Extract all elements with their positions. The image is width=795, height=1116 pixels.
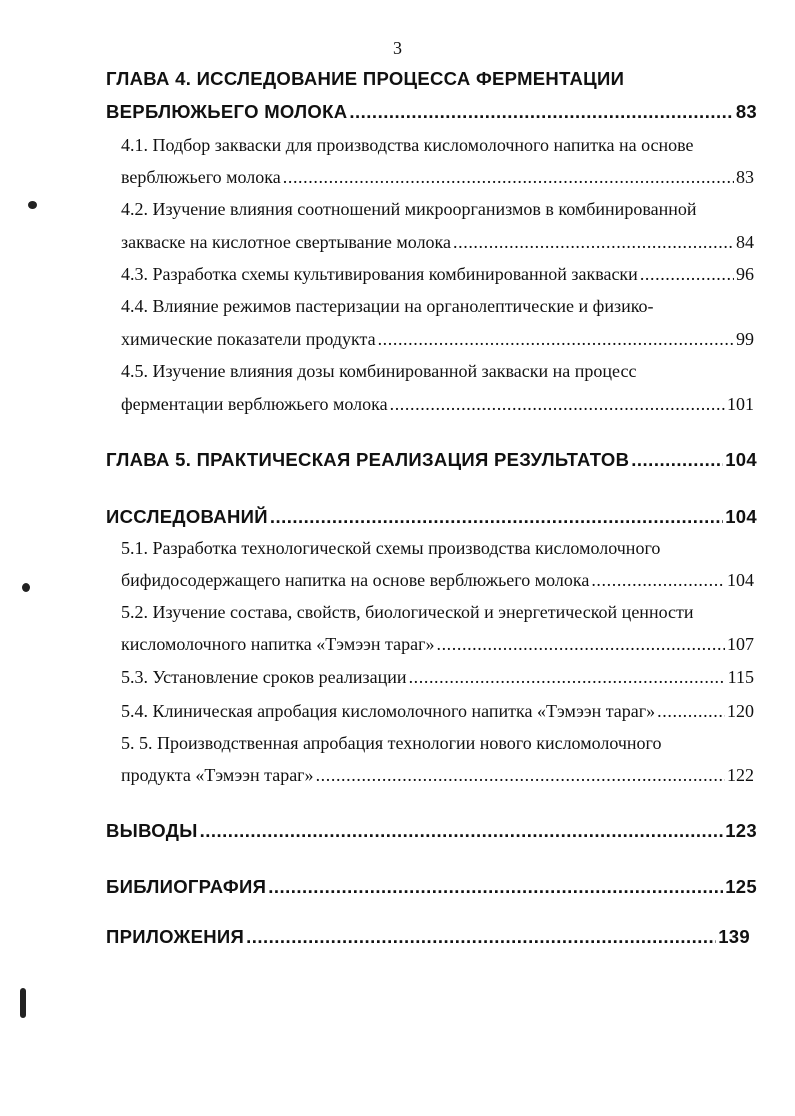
toc-entry-5-5: продукта «Тэмээн тараг» ..... 122 — [121, 765, 754, 786]
leader-dots — [378, 329, 734, 350]
leader-dots — [349, 101, 733, 123]
toc-entry-5-3: 5.3. Установление сроков реализации ..... 115 — [121, 667, 754, 688]
leader-dots — [591, 570, 725, 591]
toc-entry-4-2: закваске на кислотное свертывание молока ..... 84 — [121, 232, 754, 253]
toc-entry-4-3: 4.3. Разработка схемы культивирования комбинированной закваски ..... 96 — [121, 264, 754, 285]
page-ref: 84 — [736, 232, 754, 252]
page-ref: 104 — [725, 449, 757, 470]
leader-dots — [283, 167, 734, 188]
leader-dots — [657, 701, 725, 722]
page-ref: 139 — [718, 926, 750, 947]
chapter4-title-line1: ГЛАВА 4. ИССЛЕДОВАНИЕ ПРОЦЕССА ФЕРМЕНТАЦИИ — [106, 68, 625, 89]
page-ref: 120 — [727, 701, 754, 721]
toc-entry-conclusions — [106, 820, 757, 842]
bibliography-title: БИБЛИОГРАФИЯ — [106, 876, 267, 897]
toc-entry-4-1: верблюжьего молока ..... 83 — [121, 167, 754, 188]
toc-entry-4-4: химические показатели продукта ..... 99 — [121, 329, 754, 350]
page-number: 3 — [393, 38, 402, 58]
toc-entry-chapter5 — [106, 506, 757, 528]
page-ref: 104 — [727, 570, 754, 590]
toc-entry-4-5: ферментации верблюжьего молока ..... 101 — [121, 394, 754, 415]
leader-dots — [631, 449, 723, 471]
toc-entry-bibliography — [106, 876, 757, 898]
toc-entry-5-1-line1: 5.1. Разработка технологической схемы производства кисломолочного — [121, 538, 661, 558]
leader-dots — [390, 394, 725, 415]
appendices-title: ПРИЛОЖЕНИЯ — [106, 926, 245, 947]
page-ref: 96 — [736, 264, 754, 284]
chapter4-title-line2: ВЕРБЛЮЖЬЕГО МОЛОКА — [106, 101, 348, 122]
toc-entry-4-2-line1: 4.2. Изучение влияния соотношений микроорганизмов в комбинированной — [121, 199, 697, 219]
toc-entry-5-2-line1: 5.2. Изучение состава, свойств, биологической и энергетической ценности — [121, 602, 694, 622]
leader-dots — [409, 667, 726, 688]
scan-mark — [20, 988, 26, 1018]
toc-entry-chapter5-line1 — [106, 449, 757, 471]
toc-entry-appendices — [106, 926, 750, 948]
page-ref: 107 — [727, 634, 754, 654]
leader-dots — [453, 232, 734, 253]
leader-dots — [246, 926, 716, 948]
page-ref: 99 — [736, 329, 754, 349]
toc-entry-4-5-line1: 4.5. Изучение влияния дозы комбинированной закваски на процесс — [121, 361, 637, 381]
page-ref: 83 — [735, 101, 757, 122]
toc-entry-4-4-line1: 4.4. Влияние режимов пастеризации на органолептические и физико- — [121, 296, 654, 316]
toc-entry-5-5-line1: 5. 5. Производственная апробация технологии нового кисломолочного — [121, 733, 662, 753]
page-ref: 101 — [727, 394, 754, 414]
leader-dots — [640, 264, 734, 285]
toc-entry-5-4: 5.4. Клиническая апробация кисломолочного напитка «Тэмээн тараг» ..... 120 — [121, 701, 754, 722]
page-ref: 83 — [736, 167, 754, 187]
page-ref: 122 — [727, 765, 754, 785]
chapter5-title-line2: ИССЛЕДОВАНИЙ — [106, 506, 268, 527]
leader-dots — [268, 876, 723, 898]
page-ref: 115 — [727, 667, 754, 687]
page-ref: 125 — [725, 876, 757, 897]
leader-dots — [316, 765, 725, 786]
toc-entry-5-2: кисломолочного напитка «Тэмээн тараг» ..... 107 — [121, 634, 754, 655]
toc-entry-5-1: бифидосодержащего напитка на основе верблюжьего молока ..... 104 — [121, 570, 754, 591]
chapter5-title-line1: ГЛАВА 5. ПРАКТИЧЕСКАЯ РЕАЛИЗАЦИЯ РЕЗУЛЬТАТОВ — [106, 449, 630, 470]
page-ref: 123 — [725, 820, 757, 841]
leader-dots — [270, 506, 723, 528]
leader-dots — [436, 634, 725, 655]
page-ref: 104 — [725, 506, 757, 527]
conclusions-title: ВЫВОДЫ — [106, 820, 198, 841]
toc-entry-4-1-line1: 4.1. Подбор закваски для производства кисломолочного напитка на основе — [121, 135, 694, 155]
scan-mark — [28, 201, 37, 209]
toc-entry-chapter4 — [106, 101, 757, 123]
leader-dots — [200, 820, 724, 842]
scan-mark — [22, 583, 30, 592]
